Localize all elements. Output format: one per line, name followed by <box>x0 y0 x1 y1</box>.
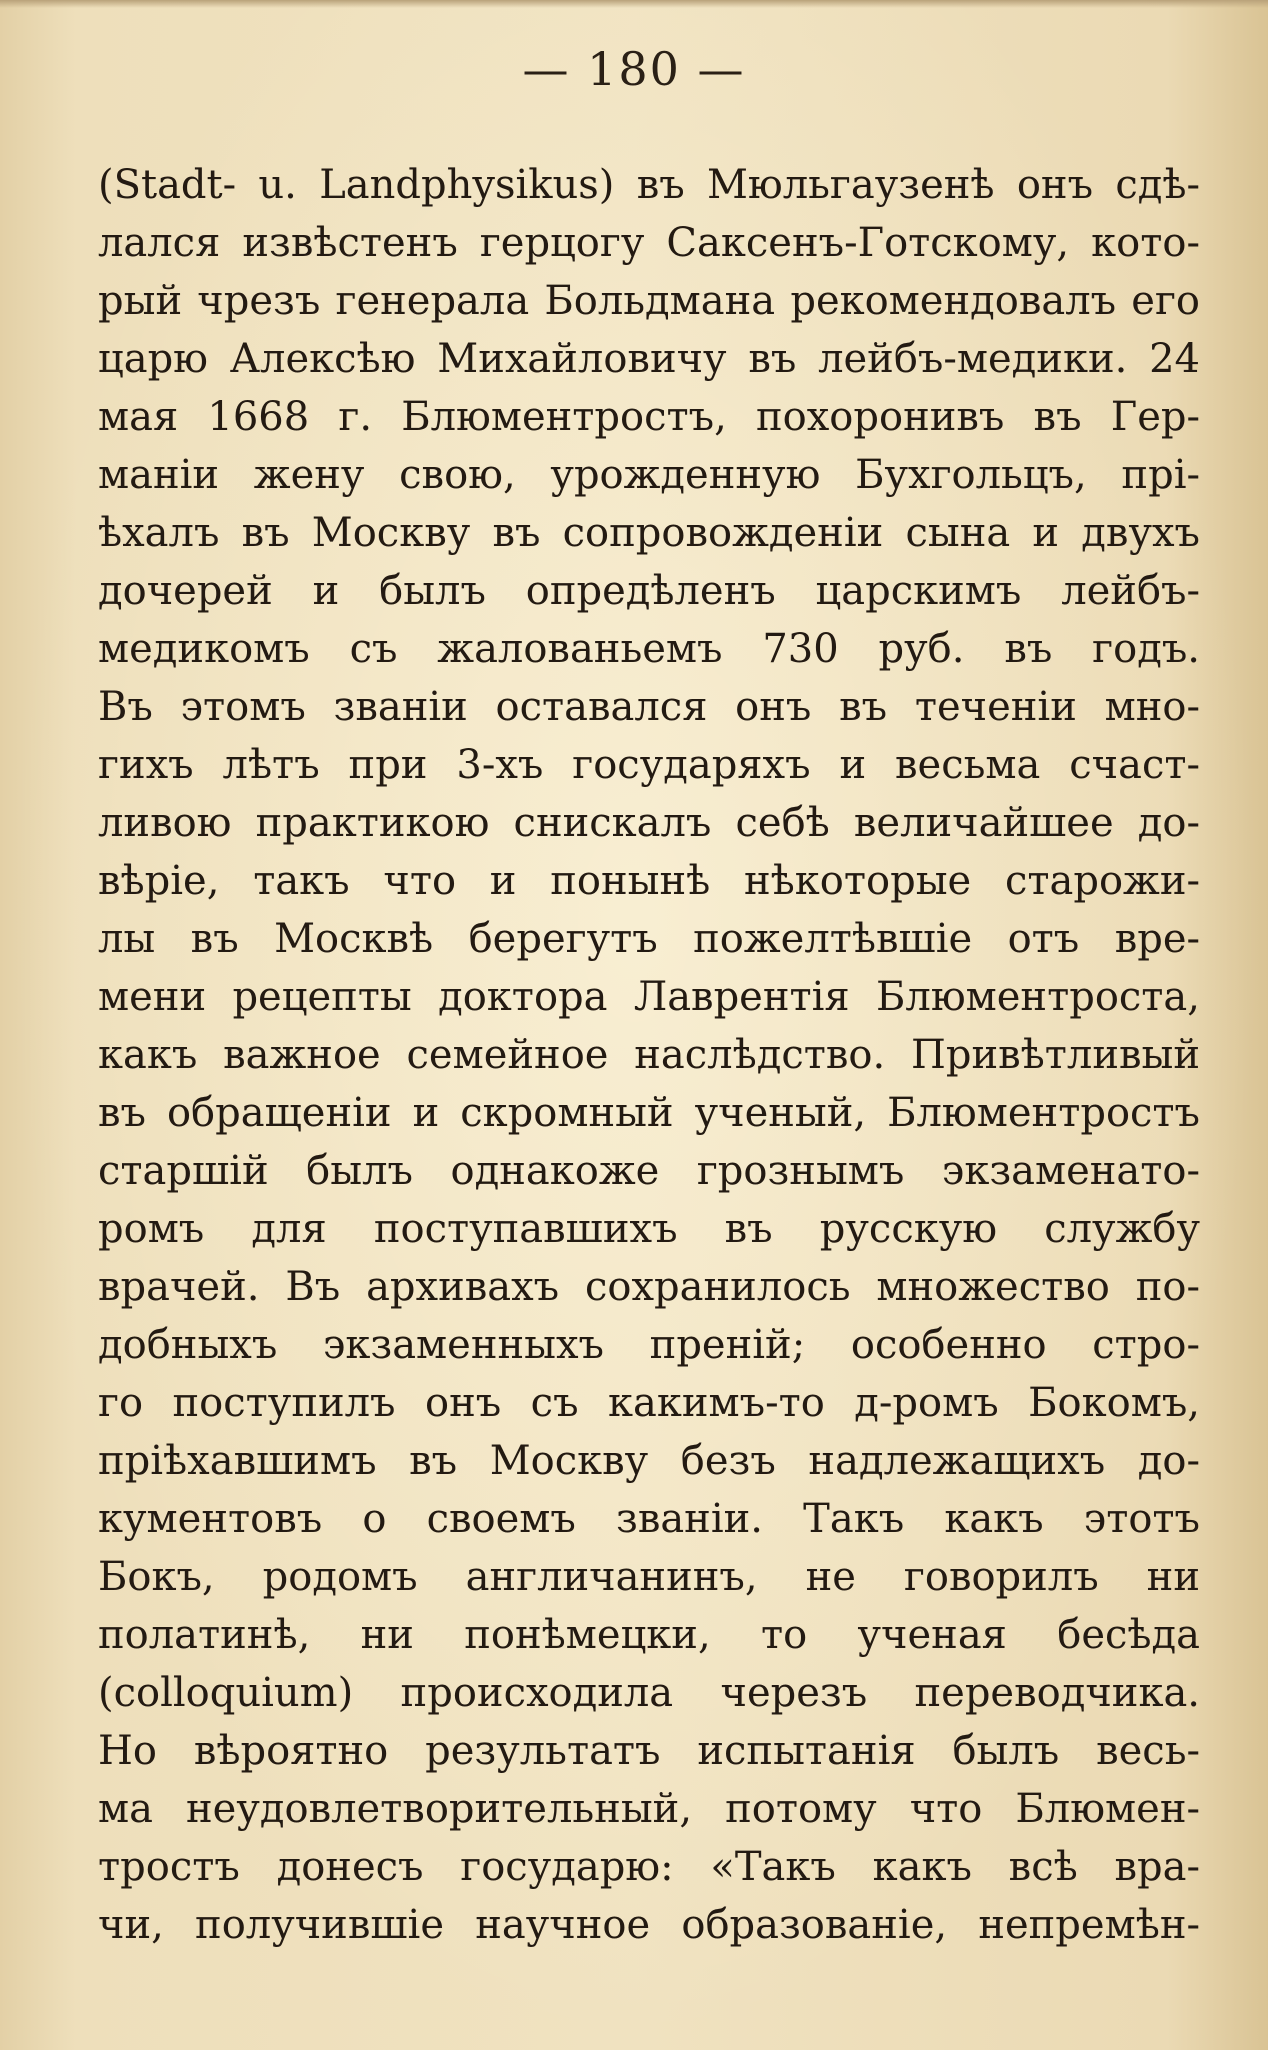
text-line: ма неудовлетворительный, потому что Блюмен- <box>98 1786 1200 1832</box>
text-line: дочерей и былъ опредѣленъ царскимъ лейбъ- <box>98 568 1200 614</box>
text-line: го поступилъ онъ съ какимъ-то д-ромъ Бокомъ, <box>98 1380 1200 1426</box>
text-line: (Stadt- u. Landphysikus) въ Мюльгаузенѣ онъ сдѣ- <box>98 162 1200 208</box>
text-line: тростъ донесъ государю: «Такъ какъ всѣ вра- <box>98 1844 1200 1890</box>
text-line: (colloquium) происходила черезъ переводчика. <box>98 1670 1200 1716</box>
text-line: гихъ лѣтъ при 3-хъ государяхъ и весьма счаст- <box>98 742 1200 788</box>
text-line: пріѣхавшимъ въ Москву безъ надлежащихъ до- <box>98 1438 1200 1484</box>
text-line: маніи жену свою, урожденную Бухгольцъ, прі- <box>98 452 1200 498</box>
text-line: мени рецепты доктора Лаврентія Блюментроста, <box>98 974 1200 1020</box>
text-line: ромъ для поступавшихъ въ русскую службу <box>98 1206 1200 1252</box>
text-line: лался извѣстенъ герцогу Саксенъ-Готскому, кото- <box>98 220 1200 266</box>
page-edge <box>0 0 1268 8</box>
text-line: рый чрезъ генерала Больдмана рекомендовалъ его <box>98 278 1200 324</box>
text-line: Бокъ, родомъ англичанинъ, не говорилъ ни <box>98 1554 1200 1600</box>
text-line: чи, получившіе научное образованіе, непремѣн- <box>98 1902 1200 1948</box>
text-line: лы въ Москвѣ берегутъ пожелтѣвшіе отъ вре- <box>98 916 1200 962</box>
text-line: медикомъ съ жалованьемъ 730 руб. въ годъ. <box>98 626 1200 672</box>
text-line: мая 1668 г. Блюментростъ, похоронивъ въ Гер- <box>98 394 1200 440</box>
text-line: Но вѣроятно результатъ испытанія былъ весь- <box>98 1728 1200 1774</box>
text-line: ливою практикою снискалъ себѣ величайшее до- <box>98 800 1200 846</box>
text-line: Въ этомъ званіи оставался онъ въ теченіи мно- <box>98 684 1200 730</box>
text-line: врачей. Въ архивахъ сохранилось множество по- <box>98 1264 1200 1310</box>
text-line: ѣхалъ въ Москву въ сопровожденіи сына и двухъ <box>98 510 1200 556</box>
text-line: какъ важное семейное наслѣдство. Привѣтливый <box>98 1032 1200 1078</box>
page-number: — 180 — <box>522 42 746 96</box>
text-line: кументовъ о своемъ званіи. Такъ какъ этотъ <box>98 1496 1200 1542</box>
text-line: старшій былъ однакоже грознымъ экзаменато- <box>98 1148 1200 1194</box>
text-line: полатинѣ, ни понѣмецки, то ученая бесѣда <box>98 1612 1200 1658</box>
body-text <box>98 156 1200 1954</box>
text-line: вѣріе, такъ что и понынѣ нѣкоторые старожи- <box>98 858 1200 904</box>
text-line: царю Алексѣю Михайловичу въ лейбъ-медики. 24 <box>98 336 1200 382</box>
text-line: въ обращеніи и скромный ученый, Блюментростъ <box>98 1090 1200 1136</box>
text-line: добныхъ экзаменныхъ преній; особенно стро- <box>98 1322 1200 1368</box>
